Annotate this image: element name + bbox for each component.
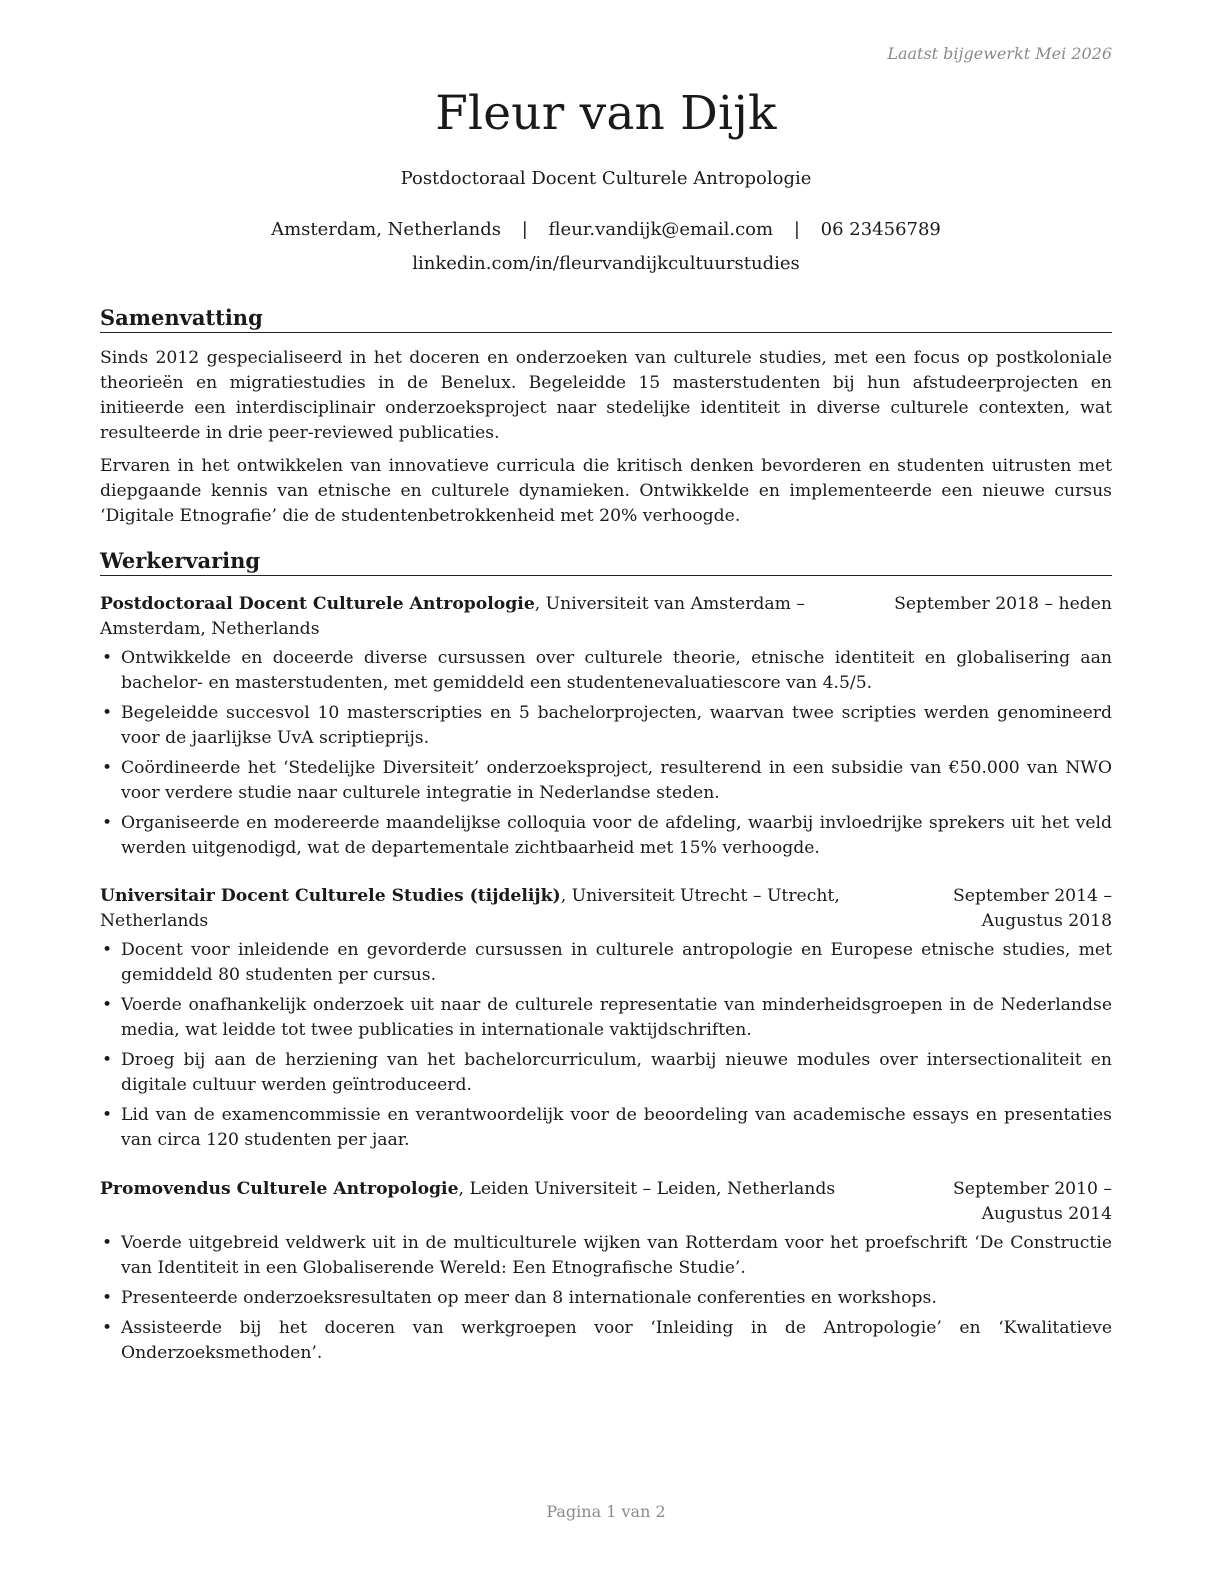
bullet-icon: •: [102, 995, 113, 1015]
bullet-text: Voerde onafhankelijk onderzoek uit naar de culturele representatie van minderheidsgroepen in de Nederlandse media, wat leidde tot twee publicaties in internationale vaktijdschriften.: [121, 995, 1112, 1040]
phone-text: 06 23456789: [820, 219, 941, 240]
summary-section: [100, 305, 1112, 529]
bullet-text: Begeleidde succesvol 10 masterscripties en 5 bachelorprojecten, waarvan twee scripties werden genomineerd voor de jaarlijkse UvA scriptieprijs.: [121, 703, 1112, 748]
job-header: [100, 1177, 1112, 1227]
job-title: Universitair Docent Culturele Studies (tijdelijk): [100, 886, 561, 906]
contact-separator: |: [521, 219, 528, 240]
candidate-headline: Postdoctoraal Docent Culturele Antropologie: [400, 168, 812, 189]
contact-separator: |: [793, 219, 800, 240]
list-item: [100, 1103, 1112, 1153]
list-item: [100, 938, 1112, 988]
bullet-text: Droeg bij aan de herziening van het bachelorcurriculum, waarbij nieuwe modules over intersectionaliteit en digitale cultuur werden geïntroduceerd.: [121, 1050, 1112, 1095]
bullet-text: Docent voor inleidende en gevorderde cursussen in culturele antropologie en Europese etnische studies, met gemiddeld 80 studenten per cursus.: [121, 940, 1112, 985]
experience-section: [100, 548, 1112, 576]
job-bullet-list: [100, 938, 1112, 1153]
summary-paragraph: Ervaren in het ontwikkelen van innovatieve curricula die kritisch denken bevorderen en studenten uitrusten met diepgaande kennis van etnische en culturele dynamieken. Ontwikkelde en implementeerde een nieuwe cursus ‘Digitale Etnografie’ die de studentenbetrokkenheid met 20% verhoogde.: [100, 456, 1112, 526]
bullet-text: Voerde uitgebreid veldwerk uit in de multiculturele wijken van Rotterdam voor het proefschrift ‘De Constructie van Identiteit in een Globaliserende Wereld: Een Etnografische Studie’.: [121, 1233, 1112, 1278]
list-item: [100, 1286, 1112, 1311]
resume-page: [100, 0, 1112, 1584]
job-entry: [100, 884, 1112, 1158]
bullet-icon: •: [102, 1105, 113, 1125]
bullet-icon: •: [102, 940, 113, 960]
bullet-icon: •: [102, 813, 113, 833]
bullet-icon: •: [102, 1233, 113, 1253]
job-entry: [100, 1177, 1112, 1371]
bullet-text: Presenteerde onderzoeksresultaten op meer dan 8 internationale conferenties en workshops.: [121, 1288, 937, 1308]
bullet-text: Coördineerde het ‘Stedelijke Diversiteit’ onderzoeksproject, resulterend in een subsidie van €50.000 van NWO voor verdere studie naar culturele integratie in Nederlandse steden.: [121, 758, 1112, 803]
job-bullet-list: [100, 1231, 1112, 1366]
bullet-text: Lid van de examencommissie en verantwoordelijk voor de beoordeling van academische essays en presentaties van circa 120 studenten per jaar.: [121, 1105, 1112, 1150]
bullet-text: Ontwikkelde en doceerde diverse cursussen over culturele theorie, etnische identiteit en globalisering aan bachelor- en masterstudenten, met gemiddeld een studentenevaluatiescore van 4.5/5.: [121, 648, 1112, 693]
job-title: Promovendus Culturele Antropologie: [100, 1179, 459, 1199]
list-item: [100, 1231, 1112, 1281]
job-dates: September 2018 – heden: [894, 594, 1112, 614]
candidate-name: Fleur van Dijk: [435, 86, 777, 141]
job-header: [100, 592, 1112, 642]
bullet-icon: •: [102, 703, 113, 723]
job-dates: September 2014 – Augustus 2018: [953, 886, 1112, 931]
experience-heading: Werkervaring: [100, 548, 1112, 576]
email-link[interactable]: fleur.vandijk@email.com: [548, 219, 774, 240]
job-employer: , Leiden Universiteit – Leiden, Netherlands: [458, 1179, 836, 1199]
summary-paragraph: Sinds 2012 gespecialiseerd in het doceren en onderzoeken van culturele studies, met een focus op postkoloniale theorieën en migratiestudies in de Benelux. Begeleidde 15 masterstudenten bij hun afstudeerprojecten en initieerde een interdisciplinair onderzoeksproject naar stedelijke identiteit in diverse culturele contexten, wat resulteerde in drie peer-reviewed publicaties.: [100, 348, 1112, 443]
list-item: [100, 701, 1112, 751]
location-text: Amsterdam, Netherlands: [271, 219, 501, 240]
list-item: [100, 1316, 1112, 1366]
contact-line: [100, 219, 1112, 240]
linkedin-link[interactable]: linkedin.com/in/fleurvandijkcultuurstudies: [412, 253, 800, 274]
summary-heading: Samenvatting: [100, 305, 1112, 333]
list-item: [100, 756, 1112, 806]
job-title: Postdoctoraal Docent Culturele Antropologie: [100, 594, 535, 614]
bullet-icon: •: [102, 1318, 113, 1338]
job-entry: [100, 592, 1112, 866]
bullet-icon: •: [102, 1050, 113, 1070]
list-item: [100, 811, 1112, 861]
job-employer: , Universiteit Utrecht – Utrecht, Netherlands: [100, 886, 840, 931]
job-header: [100, 884, 1112, 934]
bullet-text: Assisteerde bij het doceren van werkgroepen voor ‘Inleiding in de Antropologie’ en ‘Kwalitatieve Onderzoeksmethoden’.: [121, 1318, 1112, 1363]
list-item: [100, 1048, 1112, 1098]
bullet-icon: •: [102, 648, 113, 668]
list-item: [100, 993, 1112, 1043]
page-number: Pagina 1 van 2: [546, 1502, 666, 1521]
job-bullet-list: [100, 646, 1112, 861]
bullet-text: Organiseerde en modereerde maandelijkse colloquia voor de afdeling, waarbij invloedrijke sprekers uit het veld werden uitgenodigd, wat de departementale zichtbaarheid met 15% verhoogde.: [121, 813, 1112, 858]
last-updated-note: Laatst bijgewerkt Mei 2026: [887, 44, 1112, 63]
job-employer: , Universiteit van Amsterdam – Amsterdam, Netherlands: [100, 594, 806, 639]
job-dates: September 2010 – Augustus 2014: [953, 1179, 1112, 1224]
list-item: [100, 646, 1112, 696]
bullet-icon: •: [102, 1288, 113, 1308]
bullet-icon: •: [102, 758, 113, 778]
